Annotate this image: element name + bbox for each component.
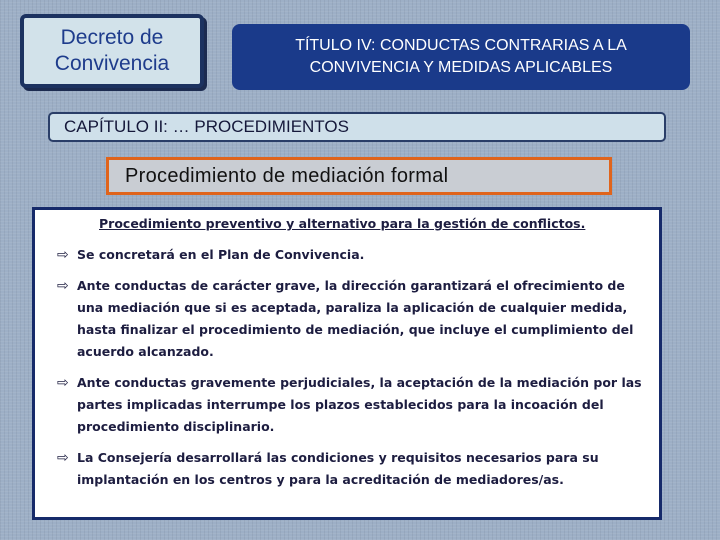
arrow-bullet-icon: ⇨	[57, 278, 69, 294]
bullet-item	[57, 275, 649, 363]
capitulo-title: CAPÍTULO II: … PROCEDIMIENTOS	[64, 117, 349, 136]
decreto-line-1: Decreto de	[60, 26, 164, 49]
bullet-item	[57, 447, 649, 491]
capitulo-bar	[48, 112, 666, 142]
arrow-bullet-icon: ⇨	[57, 247, 69, 263]
procedimiento-box	[106, 157, 612, 195]
titulo-box	[232, 24, 690, 90]
procedimiento-title: Procedimiento de mediación formal	[125, 164, 449, 187]
titulo-line-1: TÍTULO IV: CONDUCTAS CONTRARIAS A LA	[295, 37, 627, 54]
bullet-item	[57, 372, 649, 438]
arrow-bullet-icon: ⇨	[57, 375, 69, 391]
bullet-text: Ante conductas gravemente perjudiciales, la aceptación de la mediación por las partes implicadas interrumpe los plazos establecidos para la incoación del procedimiento disciplinario.	[77, 375, 642, 434]
bullet-item	[57, 244, 649, 266]
titulo-line-2: CONVIVENCIA Y MEDIDAS APLICABLES	[309, 59, 613, 76]
bullet-text: Ante conductas de carácter grave, la dirección garantizará el ofrecimiento de una mediación que si es aceptada, paraliza la aplicación de cualquier medida, hasta finalizar el procedimiento de mediación, que incluye el cumplimiento del acuerdo alcanzado.	[77, 278, 634, 359]
bullet-text: La Consejería desarrollará las condiciones y requisitos necesarios para su implantación en los centros y para la acreditación de mediadores/as.	[77, 450, 599, 487]
intro-text: Procedimiento preventivo y alternativo para la gestión de conflictos.	[99, 216, 586, 231]
bullet-text: Se concretará en el Plan de Convivencia.	[77, 247, 365, 262]
decreto-line-2: Convivencia	[54, 52, 170, 75]
content-panel	[32, 207, 662, 520]
decreto-box	[20, 14, 204, 88]
arrow-bullet-icon: ⇨	[57, 450, 69, 466]
